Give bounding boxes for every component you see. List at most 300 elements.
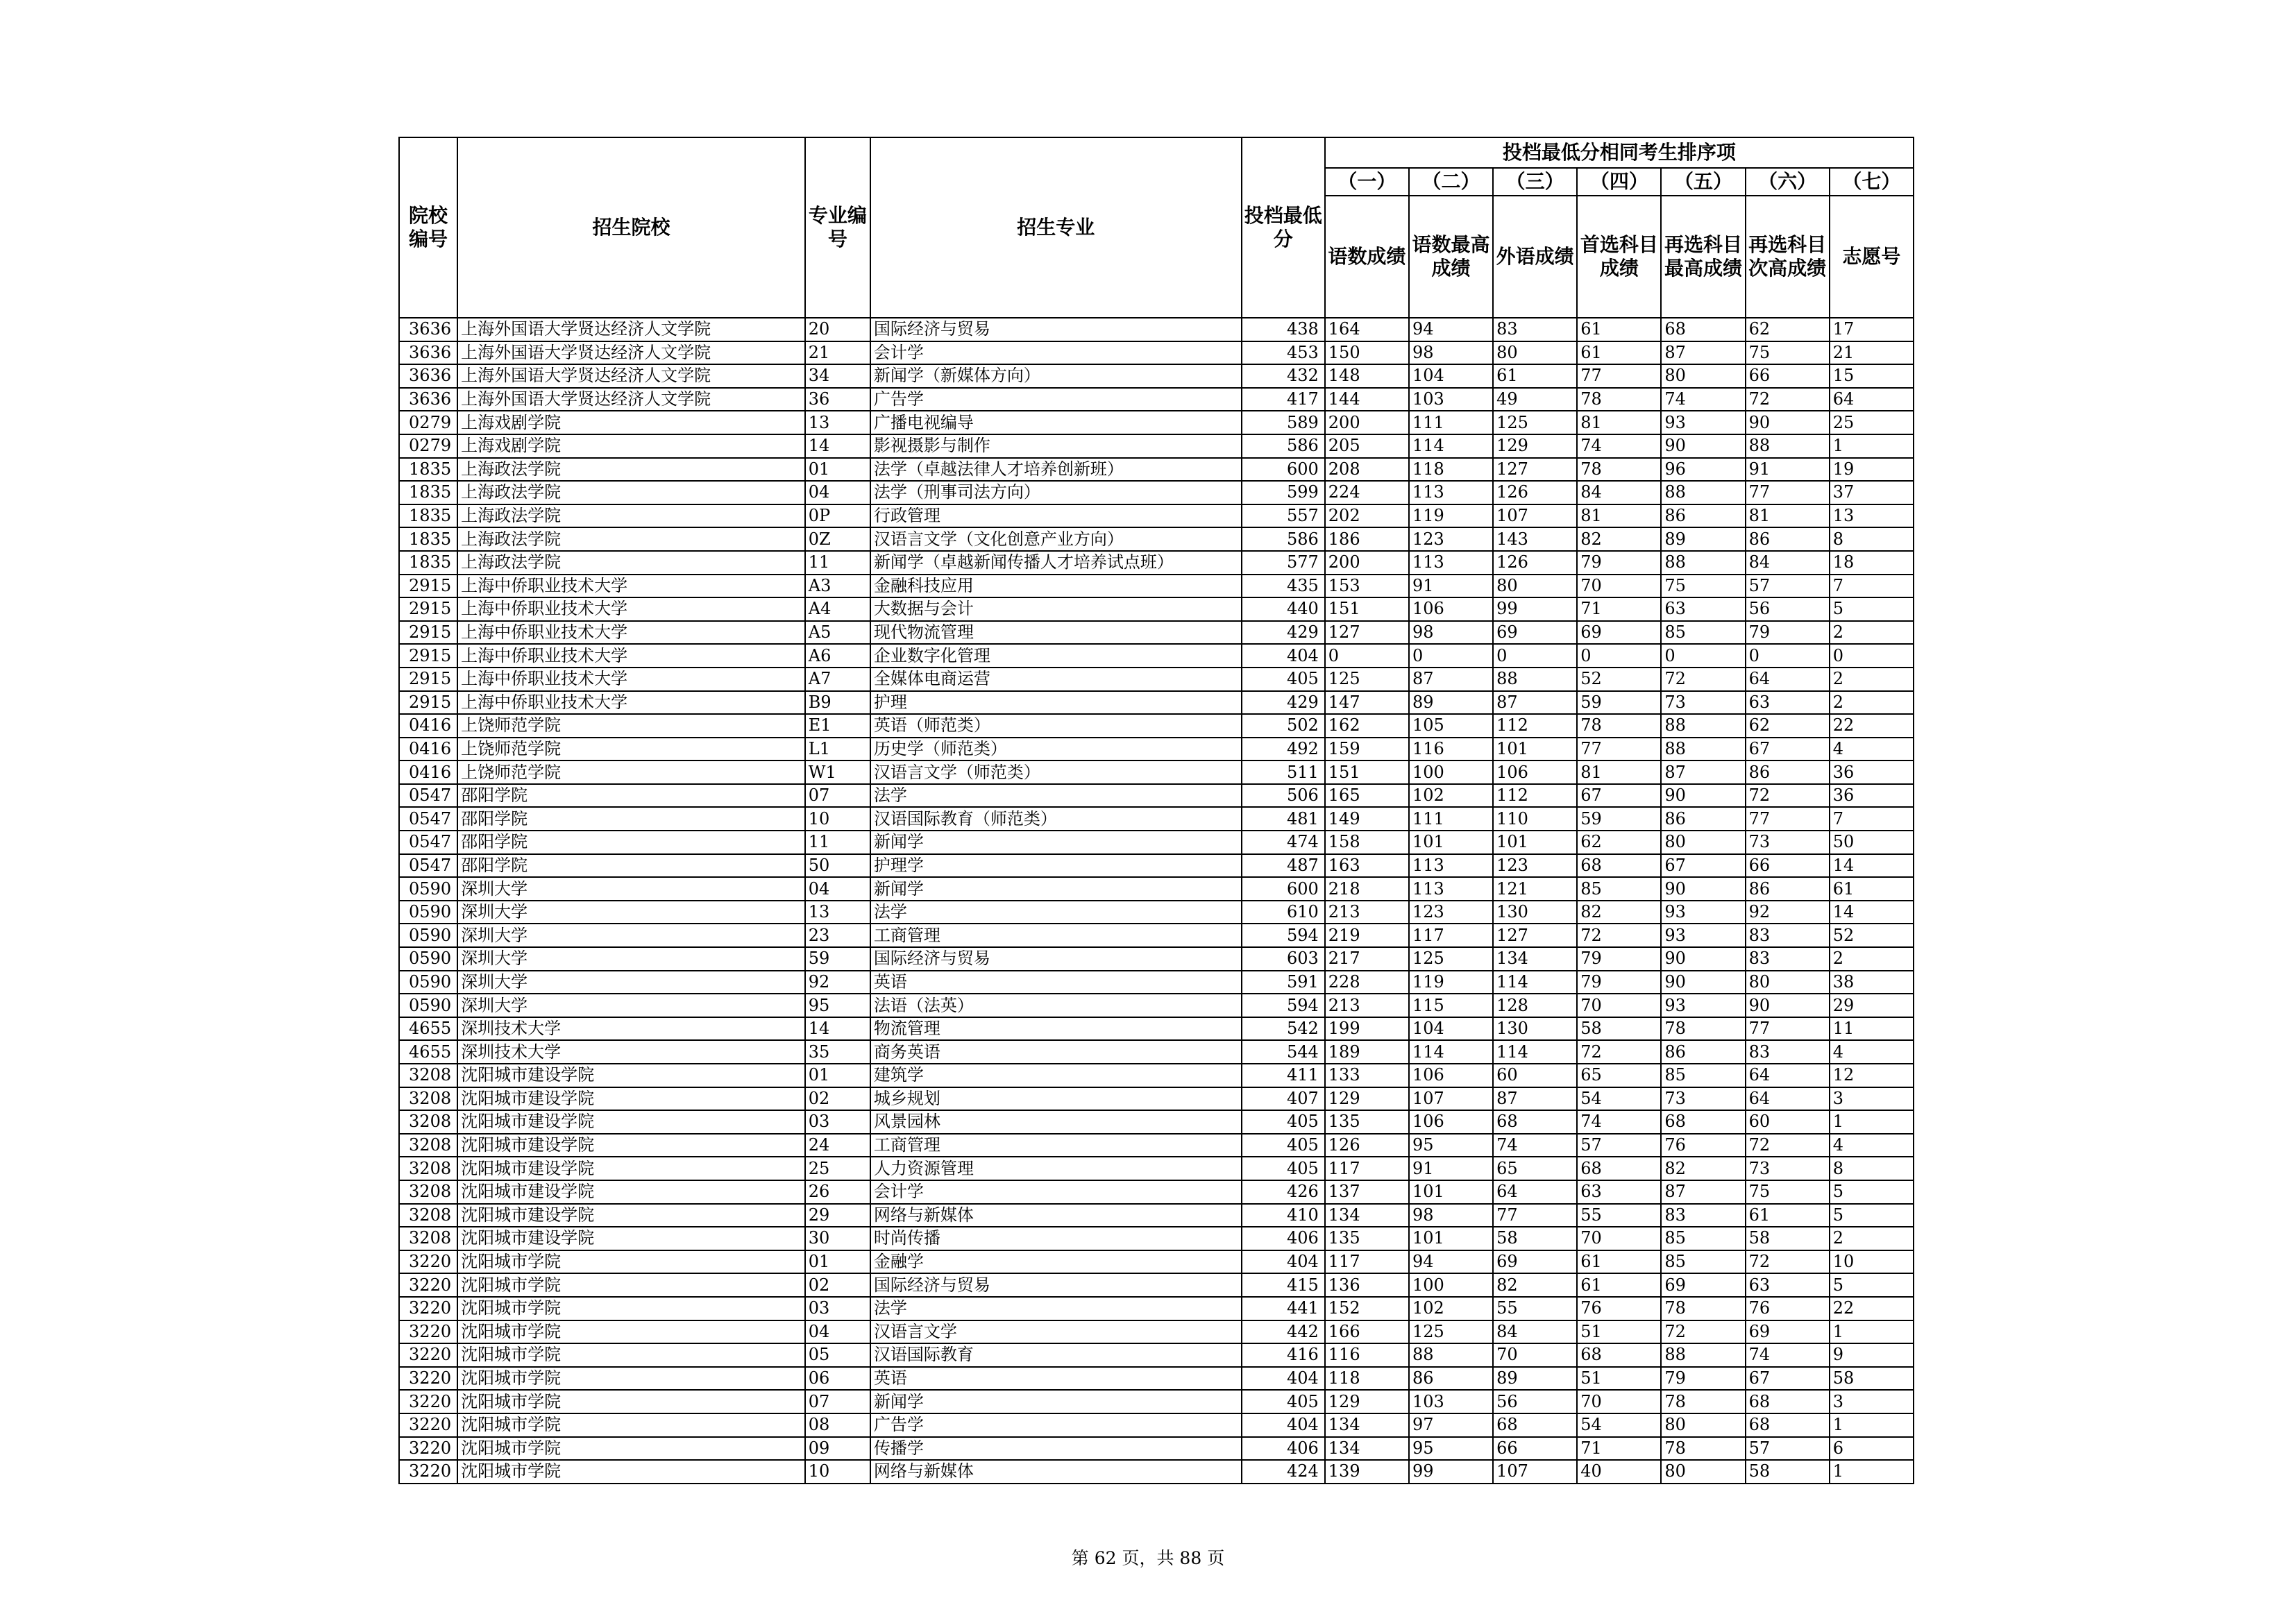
chn-math-score-cell: 159: [1325, 738, 1409, 761]
first-subject-cell: 57: [1577, 1134, 1661, 1157]
major-code-cell: 11: [805, 551, 870, 575]
foreign-lang-cell: 114: [1493, 971, 1577, 994]
elective-max-cell: 73: [1661, 1087, 1745, 1111]
chn-math-score-cell: 186: [1325, 527, 1409, 551]
table-row: [399, 1227, 1914, 1250]
preference-number-cell: 2: [1830, 1227, 1914, 1250]
min-score-cell: 586: [1242, 527, 1325, 551]
school-name-cell: 上海政法学院: [457, 458, 805, 482]
chn-math-max-cell: 117: [1409, 924, 1493, 947]
first-subject-cell: 78: [1577, 458, 1661, 482]
foreign-lang-cell: 143: [1493, 527, 1577, 551]
preference-number-cell: 12: [1830, 1064, 1914, 1087]
min-score-cell: 426: [1242, 1180, 1325, 1204]
chn-math-max-cell: 123: [1409, 901, 1493, 924]
school-code-cell: 2915: [399, 644, 457, 668]
elective-second-cell: 69: [1746, 1320, 1830, 1344]
major-name-cell: 法学: [870, 901, 1242, 924]
elective-second-cell: 90: [1746, 994, 1830, 1017]
header-school-code: 院校编号: [399, 137, 457, 318]
elective-max-cell: 93: [1661, 924, 1745, 947]
major-name-cell: 法学（卓越法律人才培养创新班）: [870, 458, 1242, 482]
foreign-lang-cell: 65: [1493, 1157, 1577, 1180]
major-code-cell: A7: [805, 668, 870, 691]
foreign-lang-cell: 64: [1493, 1180, 1577, 1204]
min-score-cell: 511: [1242, 760, 1325, 784]
elective-second-cell: 67: [1746, 738, 1830, 761]
school-code-cell: 1835: [399, 458, 457, 482]
foreign-lang-cell: 134: [1493, 947, 1577, 971]
major-code-cell: 34: [805, 364, 870, 388]
major-code-cell: 26: [805, 1180, 870, 1204]
header-major: 招生专业: [870, 137, 1242, 318]
chn-math-max-cell: 91: [1409, 1157, 1493, 1180]
elective-max-cell: 85: [1661, 621, 1745, 645]
header-sub-title: 语数最高成绩: [1409, 196, 1493, 318]
school-name-cell: 沈阳城市学院: [457, 1320, 805, 1344]
elective-second-cell: 57: [1746, 1437, 1830, 1461]
school-name-cell: 邵阳学院: [457, 807, 805, 831]
elective-second-cell: 83: [1746, 924, 1830, 947]
school-code-cell: 3208: [399, 1134, 457, 1157]
school-name-cell: 上海政法学院: [457, 551, 805, 575]
min-score-cell: 415: [1242, 1273, 1325, 1297]
table-row: [399, 1180, 1914, 1204]
major-name-cell: 建筑学: [870, 1064, 1242, 1087]
chn-math-score-cell: 137: [1325, 1180, 1409, 1204]
elective-second-cell: 77: [1746, 1017, 1830, 1041]
school-name-cell: 沈阳城市学院: [457, 1250, 805, 1274]
school-name-cell: 上饶师范学院: [457, 738, 805, 761]
major-name-cell: 汉语国际教育: [870, 1343, 1242, 1367]
first-subject-cell: 54: [1577, 1087, 1661, 1111]
chn-math-score-cell: 213: [1325, 994, 1409, 1017]
chn-math-score-cell: 150: [1325, 341, 1409, 365]
foreign-lang-cell: 82: [1493, 1273, 1577, 1297]
school-name-cell: 沈阳城市建设学院: [457, 1110, 805, 1134]
chn-math-score-cell: 149: [1325, 807, 1409, 831]
major-code-cell: 0P: [805, 504, 870, 528]
chn-math-max-cell: 102: [1409, 784, 1493, 808]
preference-number-cell: 7: [1830, 807, 1914, 831]
first-subject-cell: 59: [1577, 691, 1661, 715]
school-name-cell: 沈阳城市学院: [457, 1273, 805, 1297]
school-code-cell: 3220: [399, 1437, 457, 1461]
preference-number-cell: 2: [1830, 621, 1914, 645]
major-code-cell: 10: [805, 1460, 870, 1484]
school-code-cell: 3220: [399, 1390, 457, 1413]
major-name-cell: 网络与新媒体: [870, 1460, 1242, 1484]
first-subject-cell: 70: [1577, 1390, 1661, 1413]
preference-number-cell: 14: [1830, 854, 1914, 878]
school-name-cell: 上海外国语大学贤达经济人文学院: [457, 364, 805, 388]
first-subject-cell: 71: [1577, 597, 1661, 621]
school-name-cell: 上海中侨职业技术大学: [457, 668, 805, 691]
school-code-cell: 0590: [399, 901, 457, 924]
elective-max-cell: 88: [1661, 551, 1745, 575]
school-code-cell: 0547: [399, 784, 457, 808]
preference-number-cell: 38: [1830, 971, 1914, 994]
school-name-cell: 上海中侨职业技术大学: [457, 644, 805, 668]
elective-max-cell: 82: [1661, 1157, 1745, 1180]
elective-max-cell: 73: [1661, 691, 1745, 715]
first-subject-cell: 84: [1577, 481, 1661, 504]
table-row: [399, 807, 1914, 831]
preference-number-cell: 4: [1830, 1040, 1914, 1064]
elective-second-cell: 74: [1746, 1343, 1830, 1367]
major-code-cell: 59: [805, 947, 870, 971]
chn-math-score-cell: 199: [1325, 1017, 1409, 1041]
foreign-lang-cell: 123: [1493, 854, 1577, 878]
min-score-cell: 410: [1242, 1204, 1325, 1227]
elective-max-cell: 83: [1661, 1204, 1745, 1227]
major-name-cell: 现代物流管理: [870, 621, 1242, 645]
chn-math-max-cell: 106: [1409, 1064, 1493, 1087]
first-subject-cell: 67: [1577, 784, 1661, 808]
school-code-cell: 0416: [399, 738, 457, 761]
header-school: 招生院校: [457, 137, 805, 318]
major-code-cell: 0Z: [805, 527, 870, 551]
school-name-cell: 深圳大学: [457, 994, 805, 1017]
school-name-cell: 上海外国语大学贤达经济人文学院: [457, 341, 805, 365]
school-code-cell: 4655: [399, 1040, 457, 1064]
header-sub-label: （四）: [1577, 168, 1661, 196]
table-row: [399, 551, 1914, 575]
preference-number-cell: 2: [1830, 691, 1914, 715]
min-score-cell: 481: [1242, 807, 1325, 831]
preference-number-cell: 58: [1830, 1367, 1914, 1391]
major-name-cell: 会计学: [870, 1180, 1242, 1204]
chn-math-score-cell: 217: [1325, 947, 1409, 971]
foreign-lang-cell: 130: [1493, 901, 1577, 924]
foreign-lang-cell: 128: [1493, 994, 1577, 1017]
elective-second-cell: 73: [1746, 831, 1830, 854]
preference-number-cell: 36: [1830, 784, 1914, 808]
chn-math-max-cell: 88: [1409, 1343, 1493, 1367]
chn-math-max-cell: 118: [1409, 458, 1493, 482]
table-row: [399, 1040, 1914, 1064]
min-score-cell: 600: [1242, 458, 1325, 482]
header-sub-title: 首选科目成绩: [1577, 196, 1661, 318]
elective-second-cell: 81: [1746, 504, 1830, 528]
table-row: [399, 1134, 1914, 1157]
table-row: [399, 971, 1914, 994]
major-name-cell: 风景园林: [870, 1110, 1242, 1134]
chn-math-max-cell: 104: [1409, 364, 1493, 388]
school-code-cell: 3636: [399, 364, 457, 388]
min-score-cell: 405: [1242, 668, 1325, 691]
elective-max-cell: 76: [1661, 1134, 1745, 1157]
elective-second-cell: 72: [1746, 388, 1830, 411]
major-code-cell: 04: [805, 481, 870, 504]
preference-number-cell: 8: [1830, 1157, 1914, 1180]
school-code-cell: 3208: [399, 1180, 457, 1204]
elective-second-cell: 68: [1746, 1390, 1830, 1413]
elective-max-cell: 80: [1661, 831, 1745, 854]
min-score-cell: 544: [1242, 1040, 1325, 1064]
first-subject-cell: 77: [1577, 738, 1661, 761]
elective-max-cell: 80: [1661, 1413, 1745, 1437]
elective-second-cell: 67: [1746, 1367, 1830, 1391]
chn-math-max-cell: 86: [1409, 1367, 1493, 1391]
min-score-cell: 557: [1242, 504, 1325, 528]
table-row: [399, 738, 1914, 761]
preference-number-cell: 18: [1830, 551, 1914, 575]
preference-number-cell: 52: [1830, 924, 1914, 947]
chn-math-max-cell: 98: [1409, 341, 1493, 365]
first-subject-cell: 74: [1577, 434, 1661, 458]
foreign-lang-cell: 126: [1493, 481, 1577, 504]
school-code-cell: 3636: [399, 341, 457, 365]
foreign-lang-cell: 127: [1493, 924, 1577, 947]
school-code-cell: 4655: [399, 1017, 457, 1041]
elective-max-cell: 90: [1661, 784, 1745, 808]
chn-math-max-cell: 102: [1409, 1297, 1493, 1320]
elective-second-cell: 86: [1746, 527, 1830, 551]
table-row: [399, 1250, 1914, 1274]
major-code-cell: 13: [805, 411, 870, 434]
elective-second-cell: 91: [1746, 458, 1830, 482]
elective-second-cell: 75: [1746, 341, 1830, 365]
elective-max-cell: 96: [1661, 458, 1745, 482]
foreign-lang-cell: 87: [1493, 1087, 1577, 1111]
major-code-cell: A4: [805, 597, 870, 621]
chn-math-score-cell: 218: [1325, 877, 1409, 901]
school-code-cell: 3208: [399, 1157, 457, 1180]
foreign-lang-cell: 70: [1493, 1343, 1577, 1367]
elective-max-cell: 90: [1661, 434, 1745, 458]
major-name-cell: 国际经济与贸易: [870, 318, 1242, 341]
chn-math-max-cell: 115: [1409, 994, 1493, 1017]
chn-math-max-cell: 100: [1409, 1273, 1493, 1297]
major-code-cell: 95: [805, 994, 870, 1017]
school-name-cell: 上海戏剧学院: [457, 411, 805, 434]
major-name-cell: 汉语言文学: [870, 1320, 1242, 1344]
elective-second-cell: 92: [1746, 901, 1830, 924]
chn-math-score-cell: 189: [1325, 1040, 1409, 1064]
chn-math-max-cell: 106: [1409, 597, 1493, 621]
foreign-lang-cell: 84: [1493, 1320, 1577, 1344]
chn-math-score-cell: 139: [1325, 1460, 1409, 1484]
chn-math-score-cell: 152: [1325, 1297, 1409, 1320]
major-name-cell: 金融学: [870, 1250, 1242, 1274]
preference-number-cell: 22: [1830, 1297, 1914, 1320]
major-code-cell: 01: [805, 1250, 870, 1274]
min-score-cell: 435: [1242, 575, 1325, 598]
table-row: [399, 1157, 1914, 1180]
major-code-cell: 07: [805, 1390, 870, 1413]
foreign-lang-cell: 107: [1493, 1460, 1577, 1484]
elective-max-cell: 78: [1661, 1297, 1745, 1320]
table-row: [399, 1087, 1914, 1111]
school-name-cell: 沈阳城市建设学院: [457, 1227, 805, 1250]
page-number: 第 62 页，共 88 页: [1071, 1548, 1225, 1568]
chn-math-max-cell: 100: [1409, 760, 1493, 784]
foreign-lang-cell: 125: [1493, 411, 1577, 434]
min-score-cell: 424: [1242, 1460, 1325, 1484]
major-code-cell: 11: [805, 831, 870, 854]
min-score-cell: 407: [1242, 1087, 1325, 1111]
major-name-cell: 人力资源管理: [870, 1157, 1242, 1180]
min-score-cell: 404: [1242, 1413, 1325, 1437]
preference-number-cell: 5: [1830, 1204, 1914, 1227]
major-code-cell: 20: [805, 318, 870, 341]
table-row: [399, 575, 1914, 598]
elective-second-cell: 73: [1746, 1157, 1830, 1180]
elective-second-cell: 75: [1746, 1180, 1830, 1204]
major-code-cell: A6: [805, 644, 870, 668]
chn-math-score-cell: 144: [1325, 388, 1409, 411]
foreign-lang-cell: 74: [1493, 1134, 1577, 1157]
min-score-cell: 594: [1242, 994, 1325, 1017]
school-name-cell: 邵阳学院: [457, 854, 805, 878]
chn-math-max-cell: 105: [1409, 714, 1493, 738]
preference-number-cell: 1: [1830, 1460, 1914, 1484]
first-subject-cell: 55: [1577, 1204, 1661, 1227]
major-name-cell: 会计学: [870, 341, 1242, 365]
first-subject-cell: 81: [1577, 760, 1661, 784]
major-name-cell: 法学: [870, 784, 1242, 808]
school-name-cell: 深圳大学: [457, 877, 805, 901]
school-name-cell: 沈阳城市建设学院: [457, 1204, 805, 1227]
chn-math-score-cell: 163: [1325, 854, 1409, 878]
preference-number-cell: 29: [1830, 994, 1914, 1017]
first-subject-cell: 68: [1577, 1343, 1661, 1367]
first-subject-cell: 65: [1577, 1064, 1661, 1087]
table-row: [399, 994, 1914, 1017]
min-score-cell: 405: [1242, 1390, 1325, 1413]
major-code-cell: W1: [805, 760, 870, 784]
school-name-cell: 深圳大学: [457, 947, 805, 971]
chn-math-score-cell: 208: [1325, 458, 1409, 482]
first-subject-cell: 68: [1577, 1157, 1661, 1180]
elective-second-cell: 0: [1746, 644, 1830, 668]
preference-number-cell: 8: [1830, 527, 1914, 551]
school-code-cell: 3208: [399, 1110, 457, 1134]
elective-second-cell: 88: [1746, 434, 1830, 458]
elective-second-cell: 77: [1746, 807, 1830, 831]
school-code-cell: 3220: [399, 1250, 457, 1274]
school-name-cell: 沈阳城市学院: [457, 1460, 805, 1484]
major-name-cell: 汉语言文学（师范类）: [870, 760, 1242, 784]
first-subject-cell: 85: [1577, 877, 1661, 901]
chn-math-score-cell: 133: [1325, 1064, 1409, 1087]
major-code-cell: 13: [805, 901, 870, 924]
foreign-lang-cell: 56: [1493, 1390, 1577, 1413]
table-row: [399, 318, 1914, 341]
min-score-cell: 429: [1242, 691, 1325, 715]
preference-number-cell: 14: [1830, 901, 1914, 924]
first-subject-cell: 58: [1577, 1017, 1661, 1041]
first-subject-cell: 71: [1577, 1437, 1661, 1461]
preference-number-cell: 15: [1830, 364, 1914, 388]
min-score-cell: 405: [1242, 1157, 1325, 1180]
min-score-cell: 492: [1242, 738, 1325, 761]
chn-math-max-cell: 103: [1409, 388, 1493, 411]
foreign-lang-cell: 69: [1493, 621, 1577, 645]
header-sub-title: 志愿号: [1830, 196, 1914, 318]
first-subject-cell: 54: [1577, 1413, 1661, 1437]
major-name-cell: 新闻学（新媒体方向）: [870, 364, 1242, 388]
school-code-cell: 0547: [399, 831, 457, 854]
elective-max-cell: 0: [1661, 644, 1745, 668]
major-name-cell: 法学: [870, 1297, 1242, 1320]
major-name-cell: 新闻学: [870, 1390, 1242, 1413]
foreign-lang-cell: 129: [1493, 434, 1577, 458]
foreign-lang-cell: 130: [1493, 1017, 1577, 1041]
elective-second-cell: 86: [1746, 877, 1830, 901]
table-row: [399, 1343, 1914, 1367]
min-score-cell: 429: [1242, 621, 1325, 645]
min-score-cell: 406: [1242, 1437, 1325, 1461]
min-score-cell: 441: [1242, 1297, 1325, 1320]
major-code-cell: 25: [805, 1157, 870, 1180]
school-code-cell: 0590: [399, 877, 457, 901]
school-code-cell: 2915: [399, 691, 457, 715]
table-row: [399, 691, 1914, 715]
school-code-cell: 3220: [399, 1413, 457, 1437]
min-score-cell: 542: [1242, 1017, 1325, 1041]
table-row: [399, 1017, 1914, 1041]
school-name-cell: 上海政法学院: [457, 527, 805, 551]
chn-math-score-cell: 134: [1325, 1413, 1409, 1437]
foreign-lang-cell: 89: [1493, 1367, 1577, 1391]
first-subject-cell: 61: [1577, 318, 1661, 341]
table-row: [399, 597, 1914, 621]
school-name-cell: 深圳技术大学: [457, 1040, 805, 1064]
chn-math-max-cell: 89: [1409, 691, 1493, 715]
elective-max-cell: 90: [1661, 947, 1745, 971]
preference-number-cell: 6: [1830, 1437, 1914, 1461]
foreign-lang-cell: 112: [1493, 714, 1577, 738]
first-subject-cell: 78: [1577, 388, 1661, 411]
chn-math-max-cell: 101: [1409, 831, 1493, 854]
elective-max-cell: 88: [1661, 1343, 1745, 1367]
first-subject-cell: 0: [1577, 644, 1661, 668]
chn-math-max-cell: 125: [1409, 947, 1493, 971]
foreign-lang-cell: 77: [1493, 1204, 1577, 1227]
foreign-lang-cell: 61: [1493, 364, 1577, 388]
header-sub-label: （六）: [1746, 168, 1830, 196]
first-subject-cell: 82: [1577, 901, 1661, 924]
chn-math-score-cell: 136: [1325, 1273, 1409, 1297]
table-row: [399, 1367, 1914, 1391]
table-row: [399, 854, 1914, 878]
elective-second-cell: 72: [1746, 784, 1830, 808]
min-score-cell: 438: [1242, 318, 1325, 341]
min-score-cell: 506: [1242, 784, 1325, 808]
chn-math-max-cell: 98: [1409, 1204, 1493, 1227]
school-name-cell: 沈阳城市建设学院: [457, 1087, 805, 1111]
elective-max-cell: 79: [1661, 1367, 1745, 1391]
header-min-score: 投档最低分: [1242, 137, 1325, 318]
school-code-cell: 3220: [399, 1320, 457, 1344]
header-sub-label: （一）: [1325, 168, 1409, 196]
preference-number-cell: 2: [1830, 668, 1914, 691]
elective-second-cell: 64: [1746, 668, 1830, 691]
min-score-cell: 404: [1242, 644, 1325, 668]
preference-number-cell: 13: [1830, 504, 1914, 528]
elective-max-cell: 78: [1661, 1390, 1745, 1413]
school-code-cell: 1835: [399, 551, 457, 575]
first-subject-cell: 79: [1577, 551, 1661, 575]
min-score-cell: 586: [1242, 434, 1325, 458]
header-sub-label: （二）: [1409, 168, 1493, 196]
elective-second-cell: 76: [1746, 1297, 1830, 1320]
chn-math-score-cell: 117: [1325, 1250, 1409, 1274]
table-row: [399, 621, 1914, 645]
min-score-cell: 442: [1242, 1320, 1325, 1344]
